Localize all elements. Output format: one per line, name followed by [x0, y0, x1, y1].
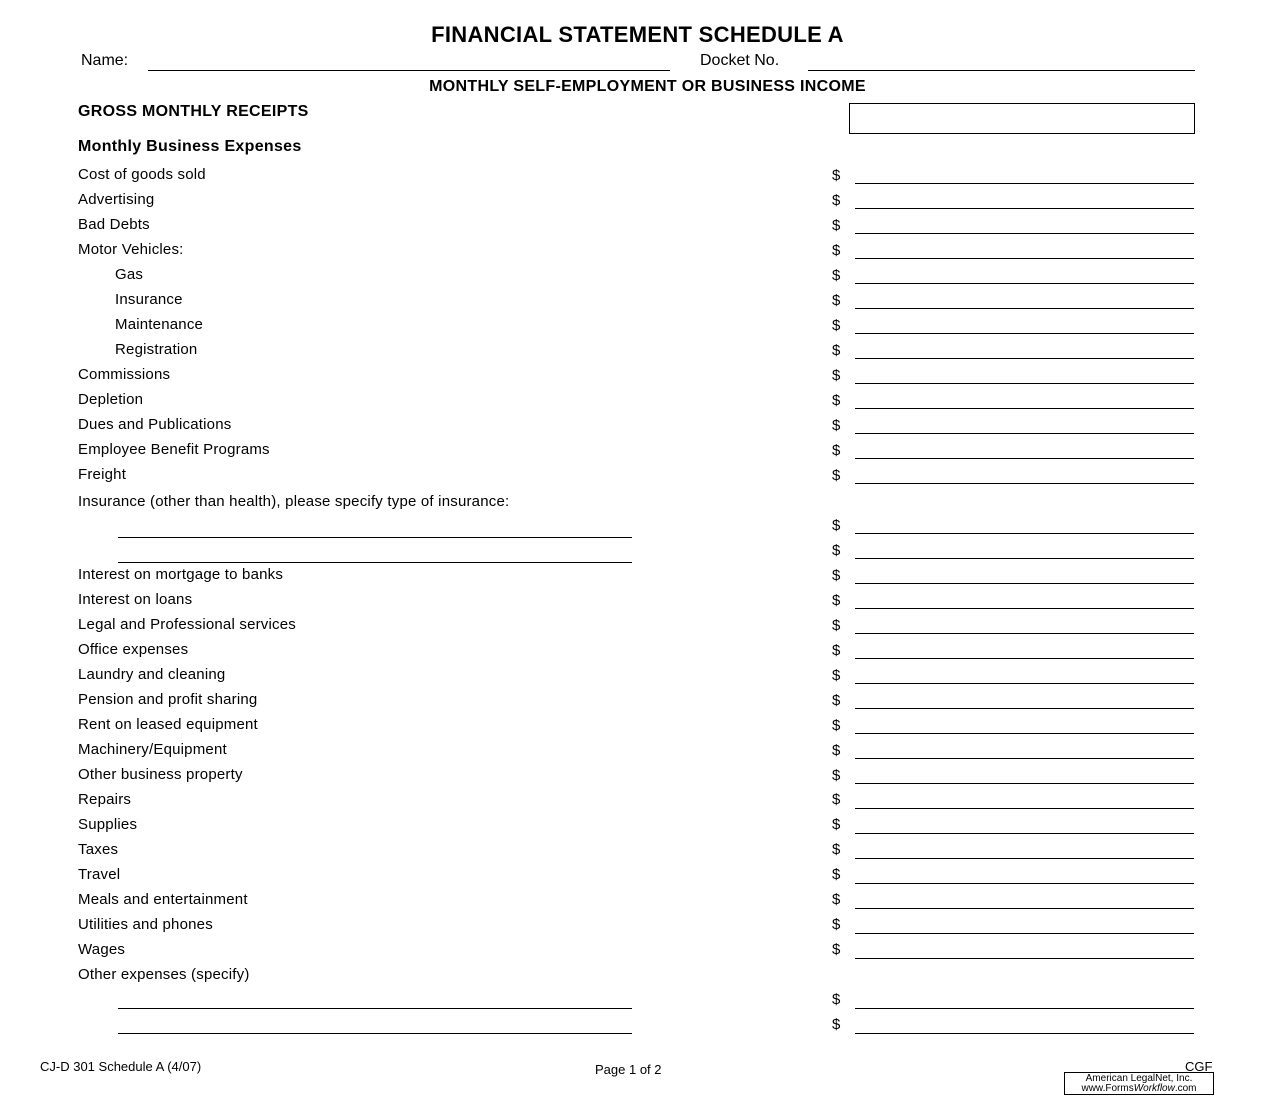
dollar-sign: $: [832, 392, 841, 409]
dollar-sign: $: [832, 292, 841, 309]
amount-field-commissions[interactable]: [855, 383, 1194, 384]
amount-field-machinery[interactable]: [855, 758, 1194, 759]
section-subtitle: MONTHLY SELF-EMPLOYMENT OR BUSINESS INCOME: [429, 78, 866, 95]
dollar-sign: $: [832, 866, 841, 883]
dollar-sign: $: [832, 417, 841, 434]
expense-label-advertising: Advertising: [78, 191, 155, 208]
expense-label-pension: Pension and profit sharing: [78, 691, 258, 708]
expense-label-bad-debts: Bad Debts: [78, 216, 150, 233]
expense-label-motor-vehicles: Motor Vehicles:: [78, 241, 184, 258]
amount-field-depletion[interactable]: [855, 408, 1194, 409]
dollar-sign: $: [832, 642, 841, 659]
expense-label-meals: Meals and entertainment: [78, 891, 248, 908]
dollar-sign: $: [832, 1016, 841, 1033]
dollar-sign: $: [832, 342, 841, 359]
expense-label-cost-of-goods: Cost of goods sold: [78, 166, 206, 183]
amount-field-repairs[interactable]: [855, 808, 1194, 809]
dollar-sign: $: [832, 891, 841, 908]
amount-field-loan-interest[interactable]: [855, 608, 1194, 609]
dollar-sign: $: [832, 991, 841, 1008]
amount-field-vehicle-insurance[interactable]: [855, 308, 1194, 309]
dollar-sign: $: [832, 467, 841, 484]
amount-field-office[interactable]: [855, 658, 1194, 659]
amount-field-insurance-2[interactable]: [855, 558, 1194, 559]
expense-label-repairs: Repairs: [78, 791, 132, 808]
dollar-sign: $: [832, 916, 841, 933]
expense-label-travel: Travel: [78, 866, 121, 883]
amount-field-rent[interactable]: [855, 733, 1194, 734]
form-title: FINANCIAL STATEMENT SCHEDULE A: [431, 22, 844, 47]
expense-label-mortgage-interest: Interest on mortgage to banks: [78, 566, 284, 583]
dollar-sign: $: [832, 367, 841, 384]
dollar-sign: $: [832, 567, 841, 584]
amount-field-pension[interactable]: [855, 708, 1194, 709]
amount-field-travel[interactable]: [855, 883, 1194, 884]
dollar-sign: $: [832, 267, 841, 284]
expense-label-machinery: Machinery/Equipment: [78, 741, 227, 758]
other-expense-field-2[interactable]: [118, 1033, 632, 1034]
dollar-sign: $: [832, 941, 841, 958]
amount-field-utilities[interactable]: [855, 933, 1194, 934]
dollar-sign: $: [832, 192, 841, 209]
expense-label-freight: Freight: [78, 466, 127, 483]
amount-field-bad-debts[interactable]: [855, 233, 1194, 234]
dollar-sign: $: [832, 717, 841, 734]
amount-field-other-2[interactable]: [855, 1033, 1194, 1034]
form-code: CGF: [1185, 1059, 1213, 1074]
dollar-sign: $: [832, 692, 841, 709]
dollar-sign: $: [832, 542, 841, 559]
expense-label-office: Office expenses: [78, 641, 189, 658]
expense-label-commissions: Commissions: [78, 366, 171, 383]
dollar-sign: $: [832, 517, 841, 534]
amount-field-dues[interactable]: [855, 433, 1194, 434]
amount-field-legal[interactable]: [855, 633, 1194, 634]
amount-field-motor-vehicles[interactable]: [855, 258, 1194, 259]
amount-field-cost-of-goods[interactable]: [855, 183, 1194, 184]
amount-field-other-1[interactable]: [855, 1008, 1194, 1009]
expense-label-benefits: Employee Benefit Programs: [78, 441, 270, 458]
dollar-sign: $: [832, 217, 841, 234]
expense-label-depletion: Depletion: [78, 391, 144, 408]
expense-label-wages: Wages: [78, 941, 126, 958]
name-label: Name:: [81, 52, 129, 69]
dollar-sign: $: [832, 667, 841, 684]
amount-field-registration[interactable]: [855, 358, 1194, 359]
expense-label-rent: Rent on leased equipment: [78, 716, 258, 733]
amount-field-supplies[interactable]: [855, 833, 1194, 834]
dollar-sign: $: [832, 816, 841, 833]
page-number: Page 1 of 2: [595, 1062, 662, 1077]
expense-label-laundry: Laundry and cleaning: [78, 666, 226, 683]
dollar-sign: $: [832, 442, 841, 459]
expense-label-vehicle-insurance: Insurance: [115, 291, 183, 308]
amount-field-laundry[interactable]: [855, 683, 1194, 684]
dollar-sign: $: [832, 767, 841, 784]
amount-field-maintenance[interactable]: [855, 333, 1194, 334]
expense-label-utilities: Utilities and phones: [78, 916, 213, 933]
publisher-stamp: [1064, 1072, 1214, 1095]
expense-label-other-expenses: Other expenses (specify): [78, 966, 250, 983]
expenses-heading: Monthly Business Expenses: [78, 138, 302, 155]
insurance-type-field-1[interactable]: [118, 537, 632, 538]
amount-field-gas[interactable]: [855, 283, 1194, 284]
expense-label-other-insurance: Insurance (other than health), please specify type of insurance:: [78, 493, 510, 510]
amount-field-taxes[interactable]: [855, 858, 1194, 859]
amount-field-mortgage-interest[interactable]: [855, 583, 1194, 584]
insurance-type-field-2[interactable]: [118, 562, 632, 563]
expense-label-taxes: Taxes: [78, 841, 119, 858]
amount-field-freight[interactable]: [855, 483, 1194, 484]
form-id: CJ-D 301 Schedule A (4/07): [40, 1059, 202, 1074]
publisher-name: American LegalNet, Inc.: [1085, 1073, 1193, 1084]
dollar-sign: $: [832, 317, 841, 334]
docket-label: Docket No.: [700, 52, 780, 69]
amount-field-insurance-1[interactable]: [855, 533, 1194, 534]
dollar-sign: $: [832, 167, 841, 184]
name-field[interactable]: [148, 70, 670, 71]
expense-label-supplies: Supplies: [78, 816, 138, 833]
expense-label-legal: Legal and Professional services: [78, 616, 296, 633]
gross-receipts-label: GROSS MONTHLY RECEIPTS: [78, 103, 309, 120]
expense-label-maintenance: Maintenance: [115, 316, 204, 333]
other-expense-field-1[interactable]: [118, 1008, 632, 1009]
amount-field-benefits[interactable]: [855, 458, 1194, 459]
dollar-sign: $: [832, 791, 841, 808]
dollar-sign: $: [832, 242, 841, 259]
dollar-sign: $: [832, 742, 841, 759]
dollar-sign: $: [832, 841, 841, 858]
expense-label-gas: Gas: [115, 266, 144, 283]
gross-receipts-field[interactable]: [849, 103, 1195, 134]
amount-field-advertising[interactable]: [855, 208, 1194, 209]
amount-field-wages[interactable]: [855, 958, 1194, 959]
docket-field[interactable]: [808, 70, 1195, 71]
expense-label-registration: Registration: [115, 341, 198, 358]
dollar-sign: $: [832, 592, 841, 609]
expense-label-other-property: Other business property: [78, 766, 243, 783]
expense-label-dues: Dues and Publications: [78, 416, 232, 433]
amount-field-meals[interactable]: [855, 908, 1194, 909]
dollar-sign: $: [832, 617, 841, 634]
publisher-url: www.FormsWorkflow.com: [1081, 1083, 1197, 1094]
amount-field-other-property[interactable]: [855, 783, 1194, 784]
expense-label-loan-interest: Interest on loans: [78, 591, 193, 608]
